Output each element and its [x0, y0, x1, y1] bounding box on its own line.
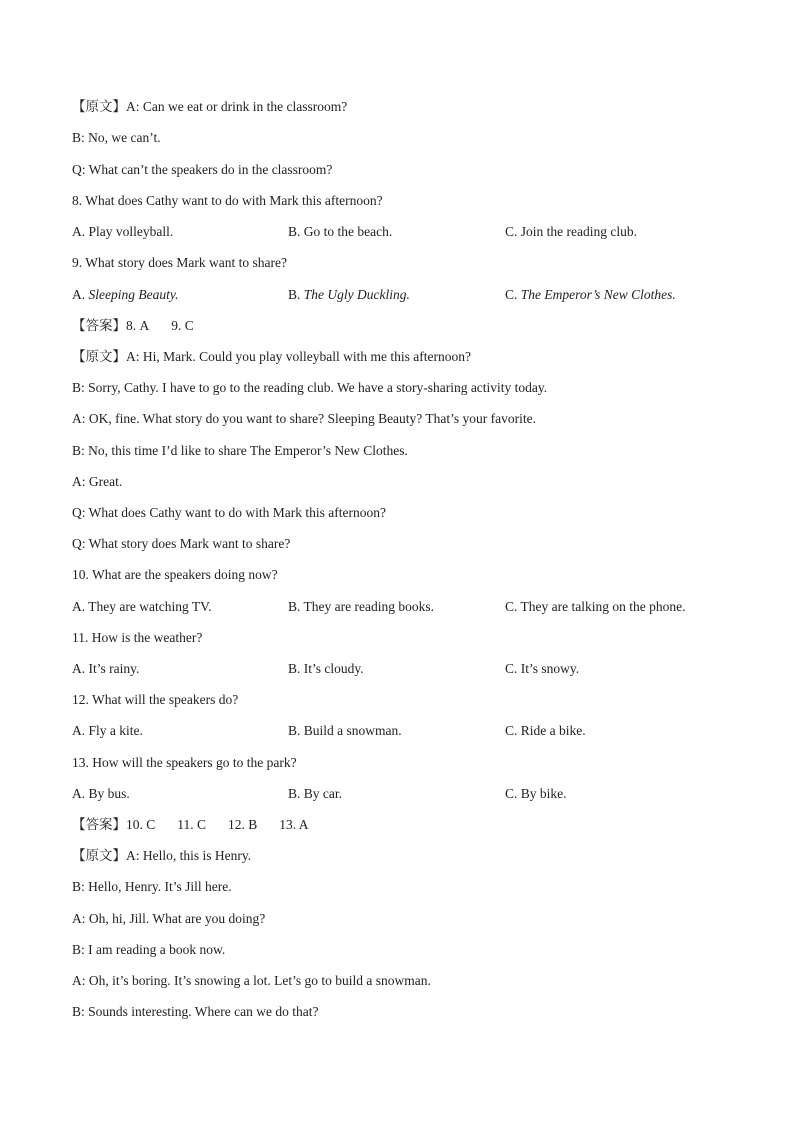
question-10: 10. What are the speakers doing now? — [72, 567, 278, 582]
option-a: A. It’s rainy. — [72, 661, 140, 676]
story-title: The Ugly Duckling — [303, 287, 407, 302]
story-title: Sleeping Beauty — [88, 287, 176, 302]
option-label: B. — [288, 287, 304, 302]
transcript-line: B: Sorry, Cathy. I have to go to the reading club. We have a story-sharing activity today. — [72, 380, 548, 395]
transcript-text: A: Can we eat or drink in the classroom? — [126, 99, 348, 114]
option-b: B. Build a snowman. — [288, 723, 402, 738]
transcript-line: A: Great. — [72, 474, 123, 489]
option-c: C. It’s snowy. — [505, 661, 580, 676]
option-punct: . — [672, 287, 676, 302]
transcript-line: A: Oh, it’s boring. It’s snowing a lot. Let’s go to build a snowman. — [72, 973, 431, 988]
option-a: A. Fly a kite. — [72, 723, 143, 738]
question-11-options — [72, 661, 752, 677]
question-9: 9. What story does Mark want to share? — [72, 255, 287, 270]
transcript-line: Q: What can’t the speakers do in the classroom? — [72, 162, 333, 177]
transcript-line: B: No, this time I’d like to share The Emperor’s New Clothes. — [72, 443, 408, 458]
option-a: A. Play volleyball. — [72, 224, 174, 239]
transcript-line: B: Sounds interesting. Where can we do that? — [72, 1004, 319, 1019]
option-c: C. They are talking on the phone. — [505, 599, 686, 614]
answer-line — [72, 318, 194, 334]
transcript-line: Q: What story does Mark want to share? — [72, 536, 291, 551]
section-tag: 【答案】 — [72, 318, 126, 333]
answer-item: 9. C — [171, 318, 194, 333]
option-b — [288, 287, 410, 303]
option-label: A. — [72, 287, 89, 302]
transcript-text: A: Hello, this is Henry. — [126, 848, 252, 863]
option-a — [72, 287, 178, 303]
transcript-text: A: Hi, Mark. Could you play volleyball with me this afternoon? — [126, 349, 471, 364]
option-punct: . — [406, 287, 410, 302]
option-c: C. Ride a bike. — [505, 723, 586, 738]
transcript-line — [72, 349, 471, 365]
question-10-options — [72, 599, 752, 615]
answer-item: 8. A — [126, 318, 150, 333]
answer-line — [72, 817, 309, 833]
transcript-line: B: Hello, Henry. It’s Jill here. — [72, 879, 232, 894]
answer-item: 13. A — [279, 817, 309, 832]
transcript-line: A: OK, fine. What story do you want to share? Sleeping Beauty? That’s your favorite. — [72, 411, 537, 426]
question-13-options — [72, 786, 752, 802]
question-9-options — [72, 287, 752, 303]
question-12-options — [72, 723, 752, 739]
question-8: 8. What does Cathy want to do with Mark this afternoon? — [72, 193, 383, 208]
option-a: A. They are watching TV. — [72, 599, 212, 614]
section-tag: 【答案】 — [72, 817, 126, 832]
option-b: B. They are reading books. — [288, 599, 434, 614]
answer-item: 12. B — [228, 817, 258, 832]
story-title: The Emperor’s New Clothes — [520, 287, 673, 302]
section-tag: 【原文】 — [72, 848, 126, 863]
section-tag: 【原文】 — [72, 349, 126, 364]
transcript-line: Q: What does Cathy want to do with Mark this afternoon? — [72, 505, 386, 520]
option-punct: . — [175, 287, 179, 302]
section-tag: 【原文】 — [72, 99, 126, 114]
option-c: C. By bike. — [505, 786, 567, 801]
transcript-line — [72, 99, 347, 115]
transcript-line: B: I am reading a book now. — [72, 942, 226, 957]
option-label: C. — [505, 287, 521, 302]
option-c: C. Join the reading club. — [505, 224, 637, 239]
option-b: B. Go to the beach. — [288, 224, 393, 239]
question-11: 11. How is the weather? — [72, 630, 203, 645]
option-b: B. By car. — [288, 786, 342, 801]
transcript-line: A: Oh, hi, Jill. What are you doing? — [72, 911, 266, 926]
option-c — [505, 287, 676, 303]
transcript-line: B: No, we can’t. — [72, 130, 161, 145]
question-12: 12. What will the speakers do? — [72, 692, 239, 707]
answer-item: 10. C — [126, 817, 156, 832]
answer-item: 11. C — [177, 817, 207, 832]
option-a: A. By bus. — [72, 786, 130, 801]
question-13: 13. How will the speakers go to the park? — [72, 755, 297, 770]
transcript-line — [72, 848, 251, 864]
option-b: B. It’s cloudy. — [288, 661, 364, 676]
question-8-options — [72, 224, 752, 240]
